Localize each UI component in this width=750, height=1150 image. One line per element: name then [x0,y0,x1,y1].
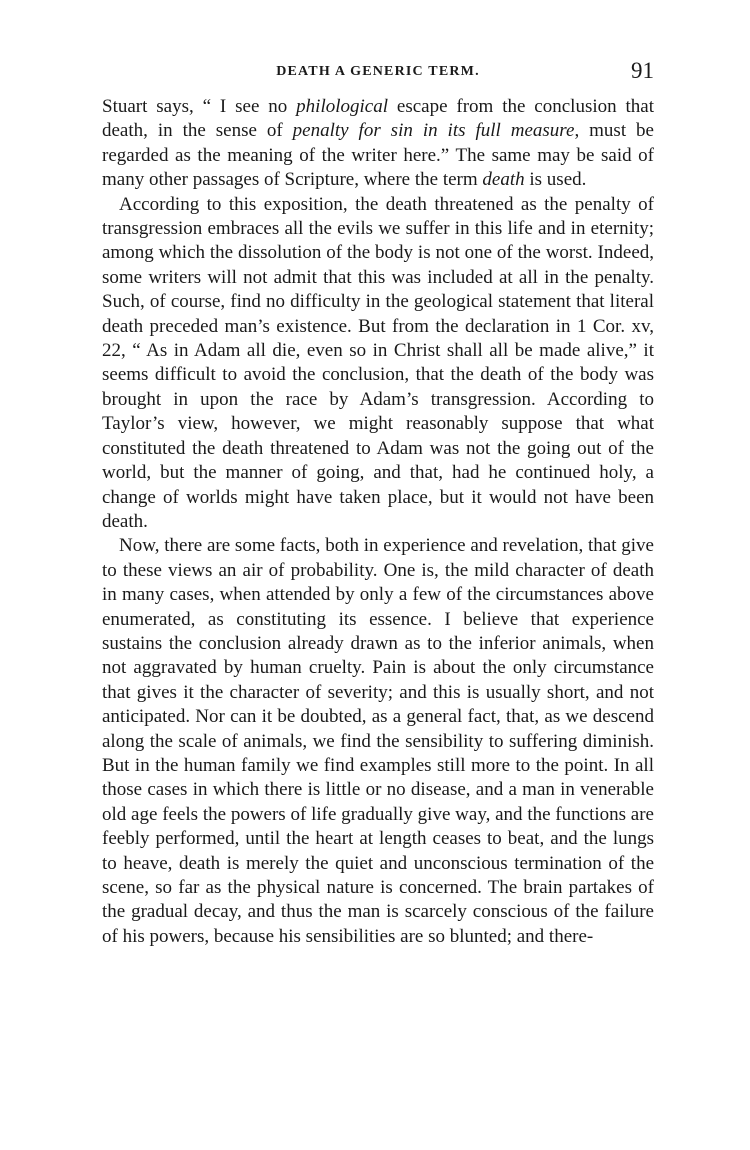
text-run: Stuart says, “ I see no [102,96,297,117]
text-run: escape from the conclusion that death, in the sense of [102,96,654,142]
paragraph [102,95,654,193]
paragraph [102,534,654,949]
italic-phrase: philological [296,96,388,117]
text-run: is used. [524,169,587,191]
italic-phrase: penalty for sin in its full measure [292,120,575,142]
text-run: According to this exposition, the death threatened as the penalty of transgression embraces all the evils we suffer in this life and in eternity; among which the dissolution of the body is not one of the worst. Indeed, some writers will not admit that this was included at all in the penalty. Such, of course, find no difficulty in the geological statement that literal death preceded man’s existence. But from the declaration in 1 Cor. xv, 22, “ As in Adam all die, even so in Christ shall all be made alive,” it seems difficult to avoid the conclusion, that the death of the body was brought in upon the race by Adam’s transgression. According to Taylor’s view, however, we might reasonably suppose that what constituted the death threatened to Adam was not the going out of the world, but the manner of going, and that, had he continued holy, a change of worlds might have taken place, but it would not have been death. [102,193,654,532]
text-run: Now, there are some facts, both in experience and revelation, that give to these views an air of probability. One is, the mild character of death in many cases, when attended by only a few of the circumstances above enumerated, as constituting its essence. I believe that experience sustains the conclusion already drawn as to the inferior animals, when not aggravated by human cruelty. Pain is about the only circumstance that gives it the character of severity; and this is usually short, and not anticipated. Nor can it be doubted, as a general fact, that, as we descend along the scale of animals, we find the sensibility to suffering diminish. But in the human family we find examples still more to the point. In all those cases in which there is little or no disease, and a man in venerable old age feels the powers of life gradually give way, and the functions are feebly performed, until the heart at length ceases to beat, and the lungs to heave, death is merely the quiet and unconscious termination of the scene, so far as the physical nature is concerned. The brain partakes of the gradual decay, and thus the man is scarcely conscious of the failure of his powers, because his sensibilities are so blunted; and there- [102,535,654,947]
page-number: 91 [631,58,654,83]
running-title: DEATH A GENERIC TERM. [276,64,480,79]
italic-phrase: death [482,169,525,191]
text-run: , must be regarded as the meaning of the writer here.” The same may be said of many other passages of Scripture, where the term [102,120,654,191]
paragraph [102,193,654,535]
body-text [102,95,654,949]
running-head [102,58,654,88]
